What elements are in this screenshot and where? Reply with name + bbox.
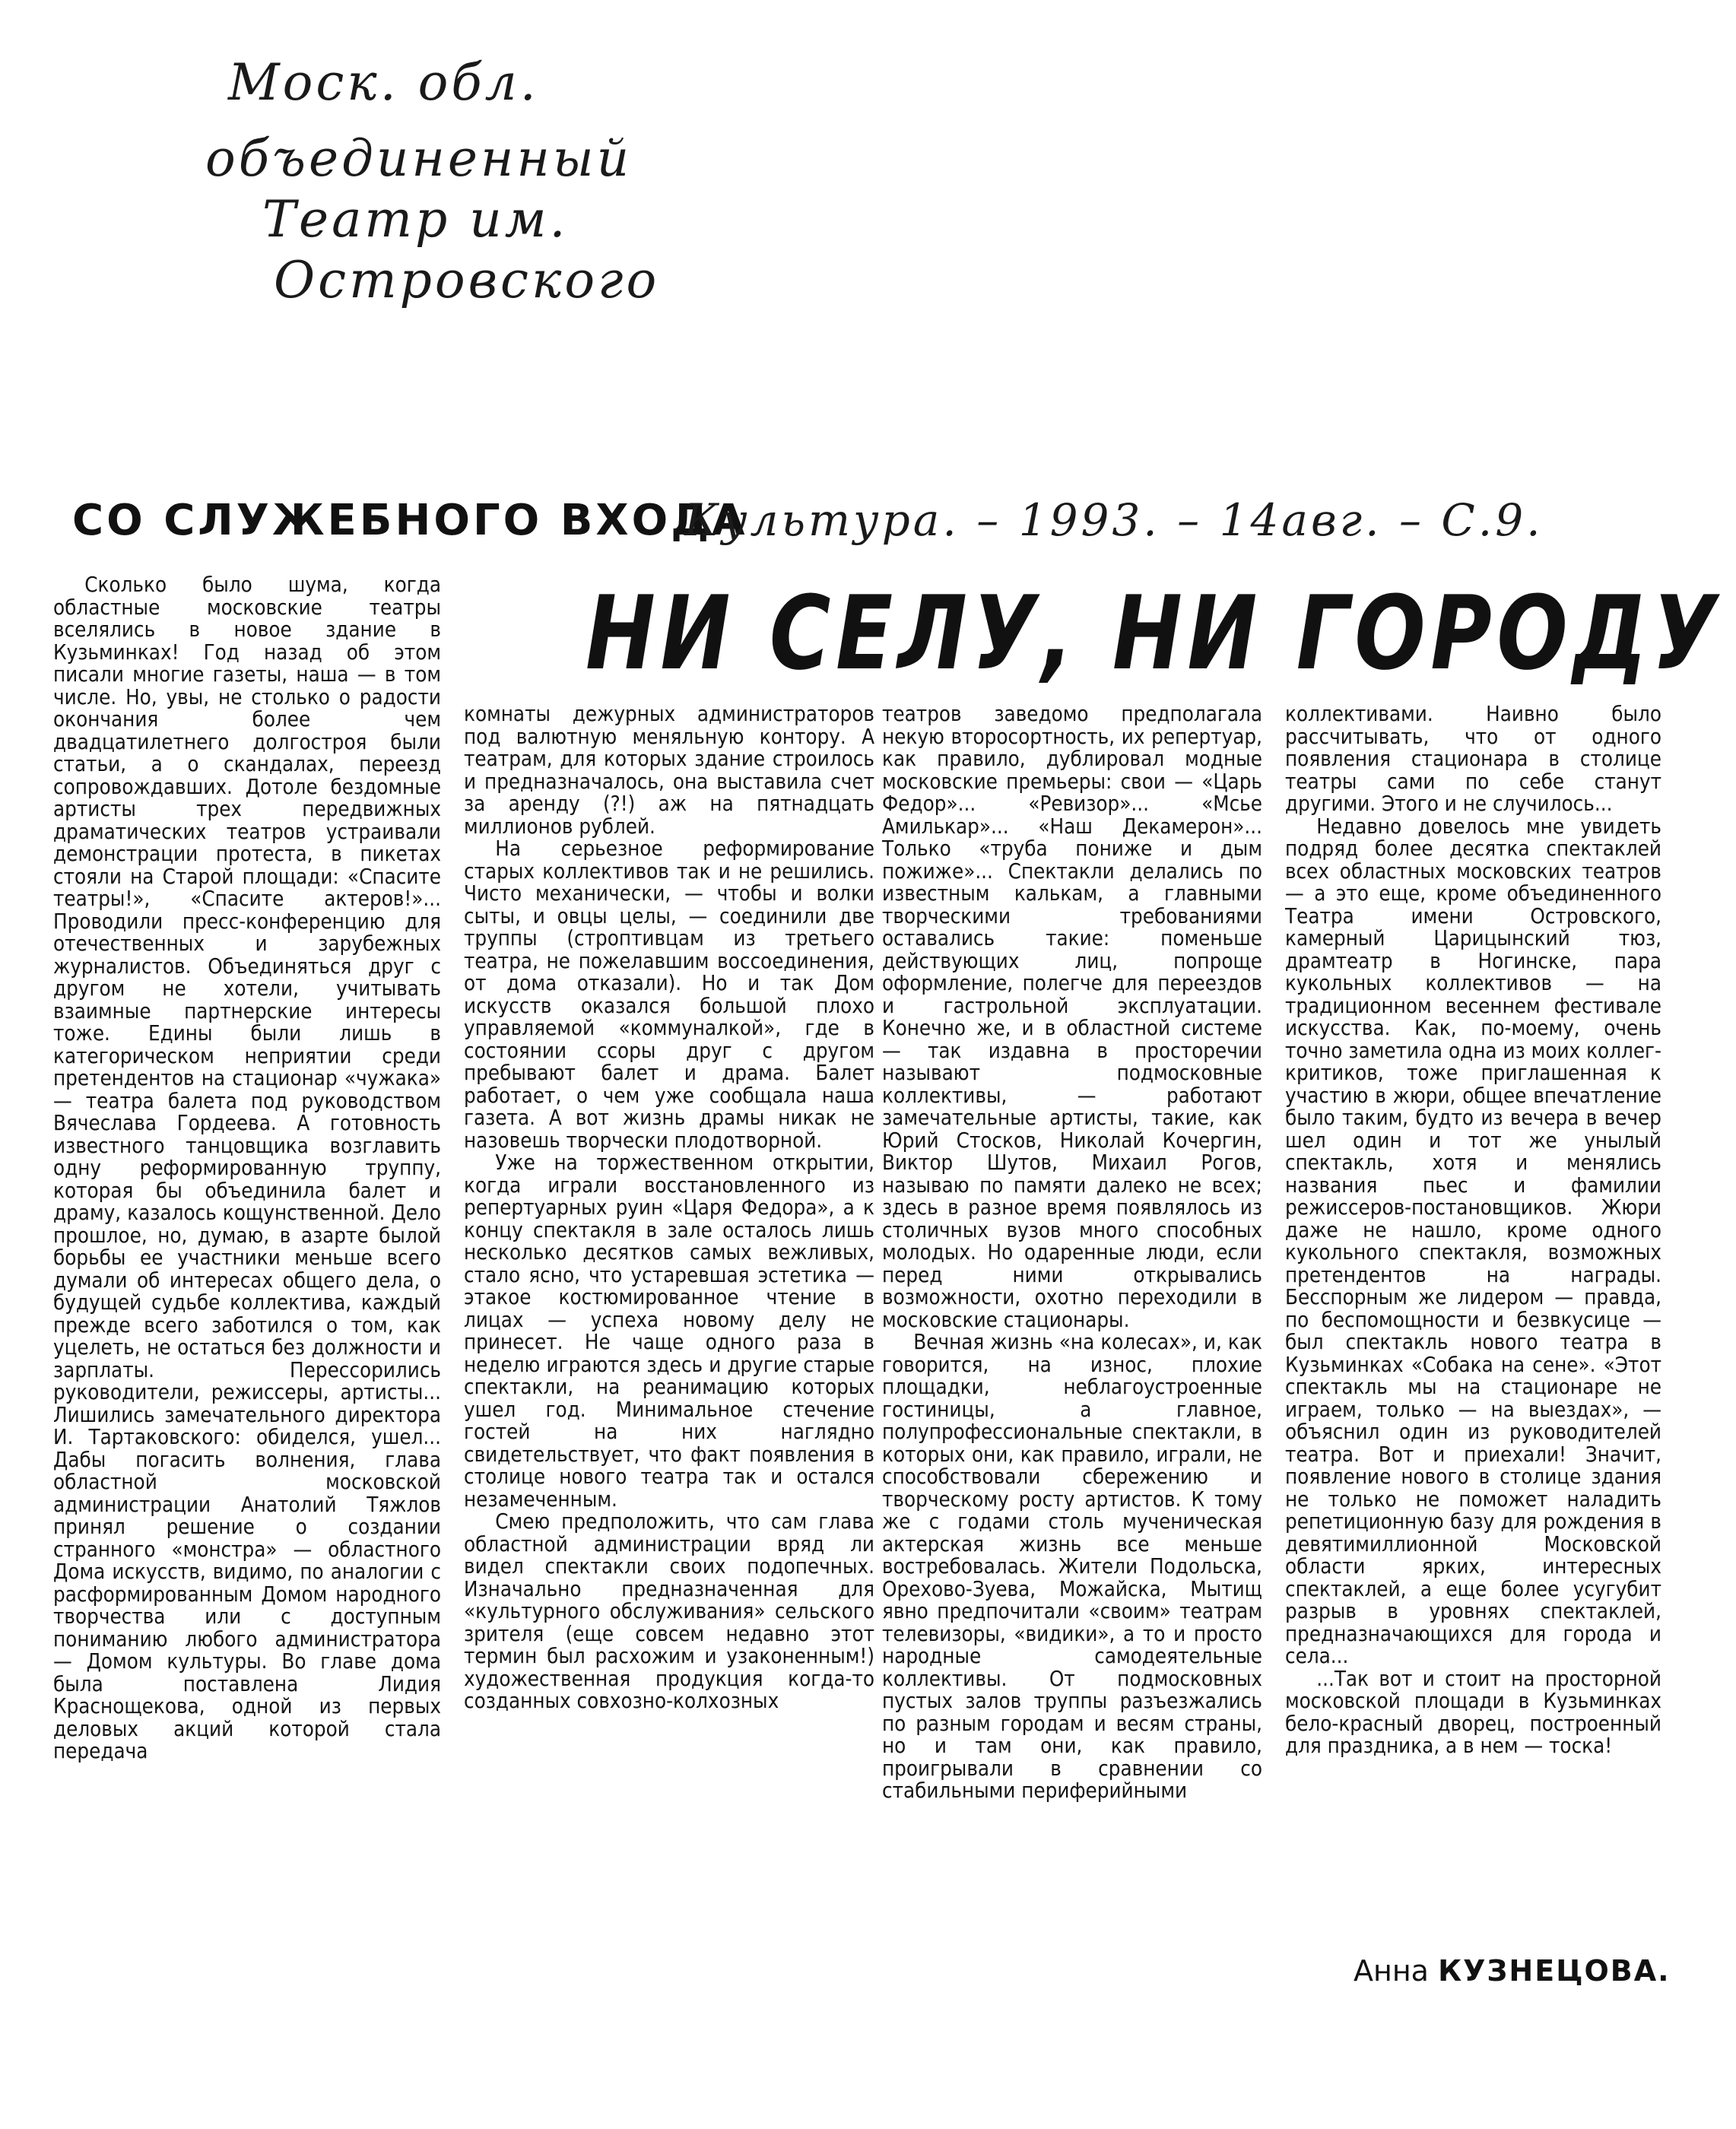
rubric-title: СО СЛУЖЕБНОГО ВХОДА	[72, 496, 748, 545]
author-first-name: Анна	[1354, 1954, 1429, 1988]
author-byline	[1354, 1954, 1671, 1988]
article-column-3	[882, 703, 1262, 1988]
article-column-4	[1285, 703, 1661, 1988]
paragraph: Смею предположить, что сам глава областной администрации вряд ли видел спектакли своих подопечных. Изначально предназначенная для «культурного обслуживания» сельского зрителя (еще совсем недавно этот термин был расхожим и узаконенным!) художественная продукция когда-то созданных совхозно-колхозных	[464, 1509, 874, 1713]
paragraph: комнаты дежурных администраторов под валютную меняльную контору. А театрам, для которых здание строилось и предназначалось, она выставила счет за аренду (?!) аж на пятнадцать миллионов рублей.	[464, 703, 874, 839]
paragraph: Уже на торжественном открытии, когда играли восстановленного из репертуарных руин «Царя Федора», а к концу спектакля в зале осталось лишь несколько десятков самых вежливых, стало ясно, что устаревшая эстетика — этакое костюмированное чтение в лицах — успеха новому делу не принесет. Не чаще одного раза в неделю играются здесь и другие старые спектакли, на реанимацию которых ушел год. Минимальное стечение гостей на них наглядно свидетельствует, что факт появления в столице нового театра так и остался незамеченным.	[464, 1150, 874, 1512]
author-last-name: КУЗНЕЦОВА.	[1438, 1954, 1671, 1988]
paragraph: Сколько было шума, когда областные московские театры вселялись в новое здание в Кузьминках! Год назад об этом писали многие газеты, наша — в том числе. Но, увы, не столько о радости окончания более чем двадцатилетнего долгостроя были статьи, а о скандалах, переезд сопровождавших. Дотоле бездомные артисты трех передвижных драматических театров устраивали демонстрации протеста, в пикетах стояли на Старой площади: «Спасите театры!», «Спасите актеров!»... Проводили пресс-конференцию для отечественных и зарубежных журналистов. Объединяться друг с другом не хотели, учитывать взаимные партнерские интересы тоже. Едины были лишь в категорическом неприятии среди претендентов на стационар «чужака» — театра балета под руководством Вячеслава Гордеева. А готовность известного танцовщика возглавить одну реформированную труппу, которая бы объединила балет и драму, казалось кощунственной. Дело прошлое, но, думаю, в азарте былой борьбы ее участники меньше всего думали об интересах общего дела, о будущей судьбе коллектива, каждый прежде всего заботился о том, как уцелеть, не остаться без должности и зарплаты. Перессорились руководители, режиссеры, артисты... Лишились замечательного директора И. Тартаковского: обиделся, ушел... Дабы погасить волнения, глава областной московской администрации Анатолий Тяжлов принял решение о создании странного «монстра» — областного Дома искусств, видимо, по аналогии с расформированным Домом народного творчества или с доступным пониманию любого администратора — Домом культуры. Во главе дома была поставлена Лидия Краснощекова, одной из первых деловых акций которой стала передача	[53, 574, 441, 1763]
handwritten-note-line-4: Островского	[274, 251, 660, 309]
handwritten-source-note: Культура. – 1993. – 14авг. – С.9.	[684, 494, 1544, 546]
handwritten-note-line-3: Театр им.	[262, 190, 569, 249]
article-column-1	[53, 574, 441, 1988]
handwritten-note-line-1: Моск. обл.	[228, 53, 539, 112]
handwritten-note-line-2: объединенный	[205, 129, 633, 188]
paragraph: Вечная жизнь «на колесах», и, как говорится, на износ, плохие площадки, неблагоустроенные гостиницы, а главное, полупрофессиональные спектакли, в которых они, как правило, играли, не способствовали сбережению и творческому росту артистов. К тому же с годами столь мученическая актерская жизнь все меньше востребовалась. Жители Подольска, Орехово-Зуева, Можайска, Мытищ явно предпочитали «своим» театрам телевизоры, «видики», а то и просто народные самодеятельные коллективы. От подмосковных пустых залов труппы разъезжались по разным городам и весям страны, но и там они, как правило, проигрывали в сравнении со стабильными периферийными	[882, 1330, 1262, 1803]
paragraph: Недавно довелось мне увидеть подряд более десятка спектаклей всех областных московских театров — а это еще, кроме объединенного Театра имени Островского, камерный Царицынский тюз, драмтеатр в Ногинске, пара кукольных коллективов — на традиционном весеннем фестивале искусства. Как, по-моему, очень точно заметила одна из моих коллег-критиков, тоже приглашенная к участию в жюри, общее впечатление было таким, будто из вечера в вечер шел один и тот же унылый спектакль, хотя и менялись названия пьес и фамилии режиссеров-постановщиков. Жюри даже не нашло, кроме одного кукольного спектакля, возможных претендентов на награды. Бесспорным же лидером — правда, по беспомощности и безвкусице — был спектакль нового театра в Кузьминках «Собака на сене». «Этот спектакль мы на стационаре не играем, только — на выездах», — объяснил один из руководителей театра. Вот и приехали! Значит, появление нового в столице здания не только не поможет наладить репетиционную базу для рождения в девятимиллионной Московской области ярких, интересных спектаклей, а еще более усугубит разрыв в уровнях спектаклей, предназначающихся для города и села...	[1285, 814, 1661, 1668]
paragraph: На серьезное реформирование старых коллективов так и не решились. Чисто механически, — чтобы и волки сыты, и овцы целы, — соединили две труппы (строптивцам из третьего театра, не пожелавшим воссоединения, от дома отказали). Но и так Дом искусств оказался большой плохо управляемой «коммуналкой», где в состоянии ссоры друг с другом пребывают балет и драма. Балет работает, о чем уже сообщала наша газета. А вот жизнь драмы никак не назовешь творчески плодотворной.	[464, 836, 874, 1153]
paragraph: театров заведомо предполагала некую второсортность, их репертуар, как правило, дублировал модные московские премьеры: свои — «Царь Федор»... «Ревизор»... «Мсье Амилькар»... «Наш Декамерон»... Только «труба пониже и дым пожиже»... Спектакли делались по известным калькам, а главными творческими требованиями оставались такие: поменьше действующих лиц, попроще оформление, полегче для переездов и гастрольной эксплуатации. Конечно же, и в областной системе — так издавна в просторечии называют подмосковные коллективы, — работают замечательные артисты, такие, как Юрий Стосков, Николай Кочергин, Виктор Шутов, Михаил Рогов, называю по памяти далеко не всех; здесь в разное время появлялось из столичных вузов много способных молодых. Но одаренные люди, если перед ними открывались возможности, охотно переходили в московские стационары.	[882, 703, 1262, 1332]
article-column-2	[464, 703, 874, 1988]
article-headline: НИ СЕЛУ, НИ ГОРОДУ	[586, 574, 1722, 693]
paragraph: ...Так вот и стоит на просторной московской площади в Кузьминках бело-красный дворец, построенный для праздника, а в нем — тоска!	[1285, 1666, 1661, 1758]
paragraph: коллективами. Наивно было рассчитывать, что от одного появления стационара в столице театры сами по себе станут другими. Этого и не случилось...	[1285, 703, 1661, 816]
